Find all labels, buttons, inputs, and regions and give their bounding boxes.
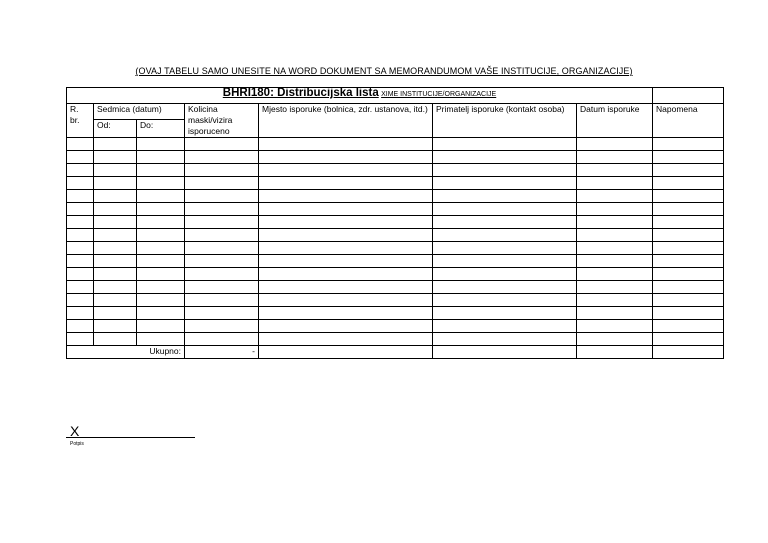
table-row bbox=[67, 216, 724, 229]
table-cell[interactable] bbox=[577, 281, 653, 294]
table-cell[interactable] bbox=[577, 320, 653, 333]
table-cell[interactable] bbox=[433, 151, 577, 164]
table-cell[interactable] bbox=[433, 229, 577, 242]
title-empty-cell bbox=[653, 88, 724, 104]
table-cell[interactable] bbox=[94, 190, 137, 203]
table-cell[interactable] bbox=[94, 320, 137, 333]
table-cell[interactable] bbox=[259, 320, 433, 333]
table-cell[interactable] bbox=[137, 216, 185, 229]
table-cell[interactable] bbox=[433, 164, 577, 177]
table-cell[interactable] bbox=[185, 294, 259, 307]
table-cell[interactable] bbox=[433, 333, 577, 346]
table-cell[interactable] bbox=[137, 138, 185, 151]
table-cell[interactable] bbox=[433, 307, 577, 320]
total-empty-cell bbox=[259, 346, 433, 359]
table-cell[interactable] bbox=[94, 164, 137, 177]
table-cell[interactable] bbox=[577, 216, 653, 229]
table-cell[interactable] bbox=[137, 320, 185, 333]
instruction-text: (OVAJ TABELU SAMO UNESITE NA WORD DOKUMENT SA MEMORANDUMOM VAŠE INSTITUCIJE, ORGANIZACIJE) bbox=[135, 66, 633, 76]
table-cell[interactable] bbox=[577, 333, 653, 346]
total-empty-cell bbox=[653, 346, 724, 359]
header-rbr: R. br. bbox=[67, 104, 94, 138]
table-cell[interactable] bbox=[137, 333, 185, 346]
table-cell[interactable] bbox=[94, 294, 137, 307]
table-cell[interactable] bbox=[259, 164, 433, 177]
table-cell[interactable] bbox=[577, 138, 653, 151]
table-cell[interactable] bbox=[653, 307, 724, 320]
signature-label: Potpis bbox=[70, 441, 84, 447]
table-cell[interactable] bbox=[433, 281, 577, 294]
table-cell[interactable] bbox=[137, 268, 185, 281]
table-row bbox=[67, 268, 724, 281]
signature-mark: X bbox=[70, 423, 80, 439]
table-row bbox=[67, 177, 724, 190]
table-cell[interactable] bbox=[94, 151, 137, 164]
header-kolicina: Kolicina maski/vizira isporuceno bbox=[185, 104, 259, 138]
table-cell[interactable] bbox=[67, 255, 94, 268]
table-cell[interactable] bbox=[653, 151, 724, 164]
table-cell[interactable] bbox=[433, 242, 577, 255]
table-cell[interactable] bbox=[94, 268, 137, 281]
table-cell[interactable] bbox=[185, 320, 259, 333]
table-cell[interactable] bbox=[433, 294, 577, 307]
table-body bbox=[67, 138, 724, 346]
title-institution: XIME INSTITUCIJE/ORGANIZACIJE bbox=[381, 91, 497, 98]
table-cell[interactable] bbox=[259, 281, 433, 294]
table-cell[interactable] bbox=[67, 216, 94, 229]
table-cell[interactable] bbox=[137, 307, 185, 320]
table-cell[interactable] bbox=[433, 320, 577, 333]
table-cell[interactable] bbox=[185, 216, 259, 229]
table-row bbox=[67, 333, 724, 346]
table-cell[interactable] bbox=[67, 190, 94, 203]
table-row bbox=[67, 255, 724, 268]
header-primatelj: Primatelj isporuke (kontakt osoba) bbox=[433, 104, 577, 138]
table-cell[interactable] bbox=[137, 294, 185, 307]
signature-line bbox=[66, 437, 195, 438]
table-cell[interactable] bbox=[67, 203, 94, 216]
header-mjesto: Mjesto isporuke (bolnica, zdr. ustanova, itd.) bbox=[259, 104, 433, 138]
table-cell[interactable] bbox=[653, 294, 724, 307]
table-cell[interactable] bbox=[185, 333, 259, 346]
table-row bbox=[67, 281, 724, 294]
table-row bbox=[67, 190, 724, 203]
table-cell[interactable] bbox=[259, 307, 433, 320]
table-cell[interactable] bbox=[185, 268, 259, 281]
table-cell[interactable] bbox=[433, 138, 577, 151]
header-napomena: Napomena bbox=[653, 104, 724, 138]
table-cell[interactable] bbox=[259, 151, 433, 164]
table-cell[interactable] bbox=[67, 138, 94, 151]
table-cell[interactable] bbox=[137, 151, 185, 164]
table-cell[interactable] bbox=[653, 281, 724, 294]
table-cell[interactable] bbox=[653, 177, 724, 190]
table-cell[interactable] bbox=[577, 229, 653, 242]
total-empty-cell bbox=[67, 346, 94, 359]
table-cell[interactable] bbox=[433, 190, 577, 203]
table-row bbox=[67, 307, 724, 320]
table-cell[interactable] bbox=[653, 229, 724, 242]
table-cell[interactable] bbox=[577, 255, 653, 268]
table-cell[interactable] bbox=[259, 216, 433, 229]
table-cell[interactable] bbox=[94, 177, 137, 190]
table-cell[interactable] bbox=[433, 268, 577, 281]
table-row bbox=[67, 294, 724, 307]
table-cell[interactable] bbox=[577, 203, 653, 216]
table-cell[interactable] bbox=[185, 255, 259, 268]
table-row bbox=[67, 203, 724, 216]
total-empty-cell bbox=[577, 346, 653, 359]
table-cell[interactable] bbox=[94, 216, 137, 229]
table-cell[interactable] bbox=[653, 164, 724, 177]
total-empty-cell bbox=[94, 346, 137, 359]
distribution-table bbox=[66, 87, 724, 359]
table-cell[interactable] bbox=[185, 151, 259, 164]
table-cell[interactable] bbox=[259, 203, 433, 216]
table-cell[interactable] bbox=[433, 255, 577, 268]
table-cell[interactable] bbox=[577, 164, 653, 177]
table-cell[interactable] bbox=[185, 138, 259, 151]
table-cell[interactable] bbox=[259, 242, 433, 255]
table-cell[interactable] bbox=[137, 203, 185, 216]
table-cell[interactable] bbox=[653, 203, 724, 216]
table-cell[interactable] bbox=[433, 177, 577, 190]
table-cell[interactable] bbox=[137, 255, 185, 268]
table-cell[interactable] bbox=[67, 333, 94, 346]
table-cell[interactable] bbox=[94, 242, 137, 255]
table-cell[interactable] bbox=[433, 203, 577, 216]
total-empty-cell bbox=[433, 346, 577, 359]
header-od: Od: bbox=[94, 120, 137, 138]
table-row bbox=[67, 242, 724, 255]
table-cell[interactable] bbox=[259, 268, 433, 281]
table-cell[interactable] bbox=[94, 255, 137, 268]
table-cell[interactable] bbox=[653, 255, 724, 268]
table-cell[interactable] bbox=[67, 242, 94, 255]
table-cell[interactable] bbox=[137, 177, 185, 190]
table-cell[interactable] bbox=[67, 164, 94, 177]
table-cell[interactable] bbox=[137, 190, 185, 203]
table-cell[interactable] bbox=[185, 177, 259, 190]
table-cell[interactable] bbox=[185, 203, 259, 216]
table-cell[interactable] bbox=[577, 151, 653, 164]
table-cell[interactable] bbox=[137, 164, 185, 177]
table-cell[interactable] bbox=[185, 229, 259, 242]
table-cell[interactable] bbox=[137, 281, 185, 294]
table-cell[interactable] bbox=[94, 281, 137, 294]
table-cell[interactable] bbox=[67, 229, 94, 242]
table-row bbox=[67, 151, 724, 164]
table-cell[interactable] bbox=[67, 281, 94, 294]
header-do: Do: bbox=[137, 120, 185, 138]
table-cell[interactable] bbox=[577, 177, 653, 190]
table-cell[interactable] bbox=[137, 229, 185, 242]
table-cell[interactable] bbox=[94, 333, 137, 346]
table-cell[interactable] bbox=[577, 294, 653, 307]
table-cell[interactable] bbox=[653, 320, 724, 333]
table-title bbox=[67, 88, 653, 104]
table-cell[interactable] bbox=[185, 307, 259, 320]
header-sedmica: Sedmica (datum) bbox=[94, 104, 185, 120]
table-cell[interactable] bbox=[653, 242, 724, 255]
table-cell[interactable] bbox=[259, 190, 433, 203]
header-datum: Datum isporuke bbox=[577, 104, 653, 138]
table-cell[interactable] bbox=[259, 333, 433, 346]
table-cell[interactable] bbox=[67, 294, 94, 307]
table-cell[interactable] bbox=[94, 307, 137, 320]
table-cell[interactable] bbox=[577, 307, 653, 320]
table-cell[interactable] bbox=[259, 138, 433, 151]
title-main: BHRI180: Distribucijska lista bbox=[222, 87, 379, 99]
table-cell[interactable] bbox=[94, 138, 137, 151]
table-row bbox=[67, 229, 724, 242]
table-cell[interactable] bbox=[653, 138, 724, 151]
table-cell[interactable] bbox=[67, 268, 94, 281]
table-cell[interactable] bbox=[577, 190, 653, 203]
table-row bbox=[67, 138, 724, 151]
table-cell[interactable] bbox=[67, 177, 94, 190]
table-cell[interactable] bbox=[94, 229, 137, 242]
table-cell[interactable] bbox=[653, 216, 724, 229]
table-cell[interactable] bbox=[653, 190, 724, 203]
table-cell[interactable] bbox=[185, 164, 259, 177]
table-cell[interactable] bbox=[259, 255, 433, 268]
table-cell[interactable] bbox=[185, 281, 259, 294]
table-row bbox=[67, 164, 724, 177]
table-cell[interactable] bbox=[653, 268, 724, 281]
total-value: - bbox=[185, 346, 259, 359]
table-cell[interactable] bbox=[259, 294, 433, 307]
table-cell[interactable] bbox=[433, 216, 577, 229]
table-cell[interactable] bbox=[185, 242, 259, 255]
table-cell[interactable] bbox=[67, 307, 94, 320]
table-cell[interactable] bbox=[137, 242, 185, 255]
table-cell[interactable] bbox=[94, 203, 137, 216]
table-cell[interactable] bbox=[577, 242, 653, 255]
table-cell[interactable] bbox=[259, 229, 433, 242]
table-cell[interactable] bbox=[67, 320, 94, 333]
table-cell[interactable] bbox=[577, 268, 653, 281]
table-cell[interactable] bbox=[185, 190, 259, 203]
table-cell[interactable] bbox=[259, 177, 433, 190]
table-row bbox=[67, 320, 724, 333]
table-cell[interactable] bbox=[67, 151, 94, 164]
total-label: Ukupno: bbox=[137, 346, 185, 359]
table-cell[interactable] bbox=[653, 333, 724, 346]
